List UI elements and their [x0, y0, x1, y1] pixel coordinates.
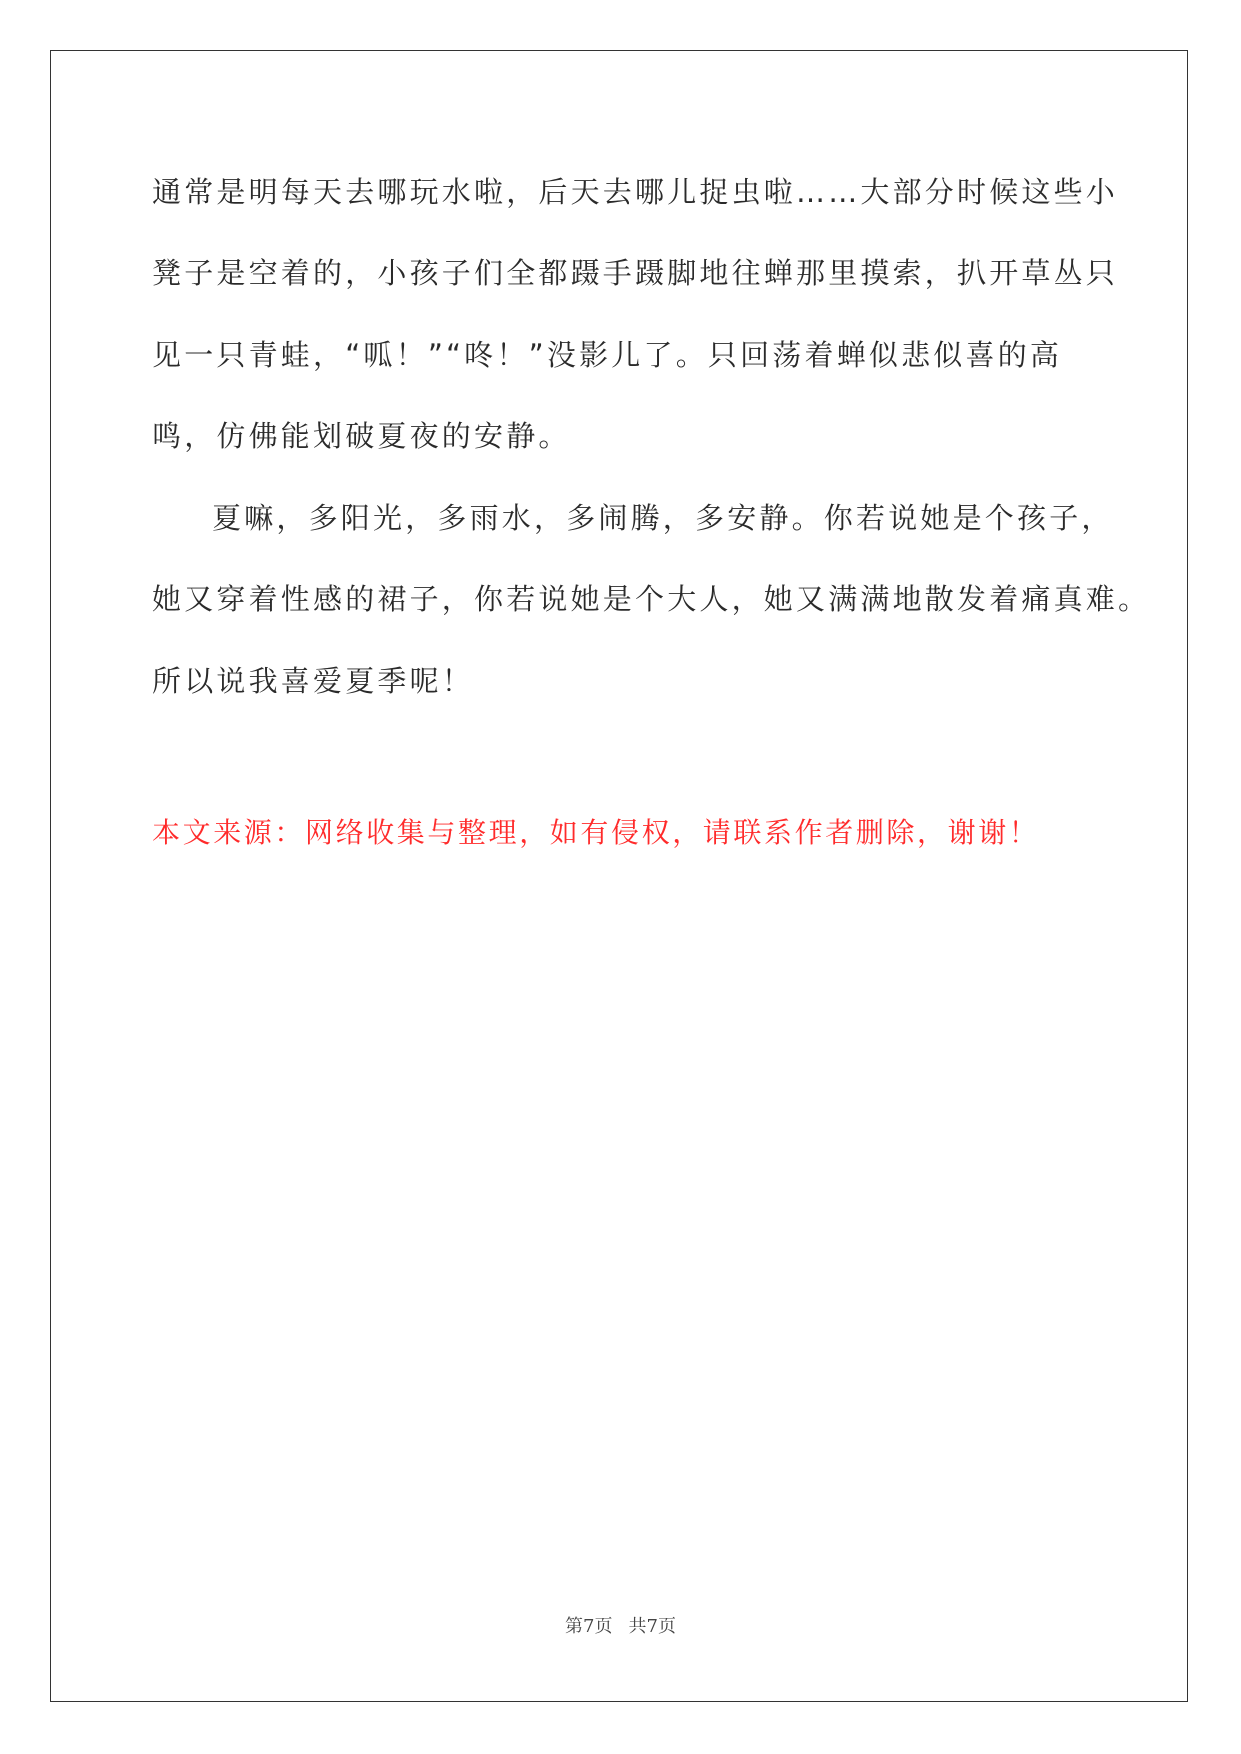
paragraph-2-line-1: 夏嘛，多阳光，多雨水，多闹腾，多安静。你若说她是个孩子，: [212, 501, 1114, 535]
paragraph-1-line-1: 通常是明每天去哪玩水啦，后天去哪儿捉虫啦……大部分时候这些小: [152, 175, 1119, 209]
paragraph-2-line-3: 所以说我喜爱夏季呢！: [152, 664, 475, 698]
page-border: [50, 50, 1188, 1702]
source-disclaimer: 本文来源：网络收集与整理，如有侵权，请联系作者删除，谢谢！: [152, 816, 1040, 849]
page-footer: [0, 1616, 1241, 1638]
paragraph-1-line-3: 见一只青蛙，“呱！”“咚！”没影儿了。只回荡着蝉似悲似喜的高: [152, 338, 1063, 372]
page-total: 共7页: [628, 1616, 676, 1637]
paragraph-1-line-4: 鸣，仿佛能划破夏夜的安静。: [152, 419, 571, 453]
paragraph-2-line-2: 她又穿着性感的裙子，你若说她是个大人，她又满满地散发着痛真难。: [152, 582, 1151, 616]
page-number: 第7页: [565, 1616, 613, 1637]
paragraph-1-line-2: 凳子是空着的，小孩子们全都蹑手蹑脚地往蝉那里摸索，扒开草丛只: [152, 256, 1119, 290]
